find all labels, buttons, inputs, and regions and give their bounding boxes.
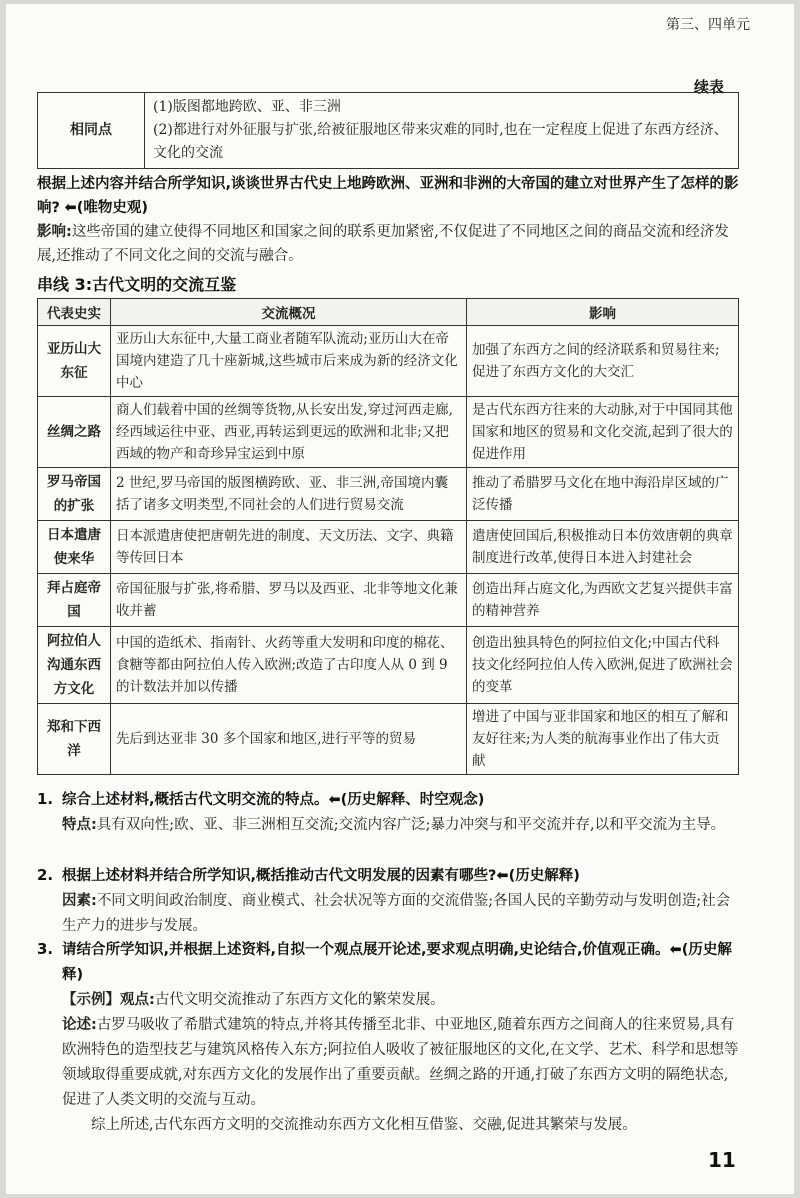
- same-points-label: 相同点: [38, 93, 145, 169]
- arrow-left-icon: ⬅: [496, 868, 509, 884]
- row-impact: 是古代东西方往来的大动脉,对于中国同其他国家和地区的贸易和文化交流,起到了很大的促进作用: [467, 397, 739, 468]
- table-row: [38, 521, 739, 574]
- table-row: [38, 326, 739, 397]
- row-event: 丝绸之路: [38, 397, 111, 468]
- question-2: [62, 864, 742, 939]
- header-event: 代表史实: [38, 299, 111, 326]
- question-2-prompt: 根据上述材料并结合所学知识,概括推动古代文明发展的因素有哪些?⬅(历史解释): [62, 868, 580, 884]
- question-1-number: 1.: [37, 790, 54, 808]
- question-2-number: 2.: [37, 866, 54, 884]
- page-number: 11: [708, 1148, 736, 1172]
- table-row: [38, 468, 739, 521]
- row-event: 阿拉伯人沟通东西方文化: [38, 627, 111, 704]
- arrow-left-icon: ⬅: [669, 942, 682, 958]
- exchange-table: [37, 298, 739, 775]
- same-point-2: (2)都进行对外征服与扩张,给被征服地区带来灾难的同时,也在一定程度上促进了东西方经济、文化的交流: [153, 122, 728, 161]
- table-continued-label: 续表: [694, 78, 725, 96]
- exchange-table-header: [38, 299, 739, 326]
- arrow-left-icon: ⬅: [328, 792, 341, 808]
- row-event: 罗马帝国的扩张: [38, 468, 111, 521]
- row-impact: 创造出独具特色的阿拉伯文化;中国古代科技文化经阿拉伯人传入欧洲,促进了欧洲社会的变革: [467, 627, 739, 704]
- question-3-prompt: 请结合所学知识,并根据上述资料,自拟一个观点展开论述,要求观点明确,史论结合,价值观正确。⬅(历史解释): [62, 942, 732, 983]
- table-row: [38, 704, 739, 775]
- question-1-answer: 特点:具有双向性;欧、亚、非三洲相互交流;交流内容广泛;暴力冲突与和平交流并存,以和平交流为主导。: [62, 817, 726, 833]
- same-point-1: (1)版图都地跨欧、亚、非三洲: [153, 99, 341, 115]
- question-2-answer: 因素:不同文明间政治制度、商业模式、社会状况等方面的交流借鉴;各国人民的辛勤劳动与发明创造;社会生产力的进步与发展。: [62, 893, 731, 934]
- header-impact: 影响: [467, 299, 739, 326]
- row-event: 亚历山大东征: [38, 326, 111, 397]
- row-event: 日本遣唐使来华: [38, 521, 111, 574]
- arrow-left-icon: ⬅: [64, 200, 77, 216]
- table-row: [38, 574, 739, 627]
- row-overview: 日本派遣唐使把唐朝先进的制度、天文历法、文字、典籍等传回日本: [111, 521, 467, 574]
- section-3-title: 串线 3:古代文明的交流互鉴: [37, 275, 237, 294]
- comparison-table: [37, 92, 739, 169]
- influence-text: 这些帝国的建立使得不同地区和国家之间的联系更加紧密,不仅促进了不同地区之间的商品交流和经济发展,还推动了不同文化之间的交流与融合。: [37, 224, 729, 264]
- table-row: [38, 627, 739, 704]
- row-overview: 亚历山大东征中,大量工商业者随军队流动;亚历山大在帝国境内建造了几十座新城,这些城市后来成为新的经济文化中心: [111, 326, 467, 397]
- row-impact: 遣唐使回国后,积极推动日本仿效唐朝的典章制度进行改革,使得日本进入封建社会: [467, 521, 739, 574]
- row-overview: 2 世纪,罗马帝国的版图横跨欧、亚、非三洲,帝国境内囊括了诸多文明类型,不同社会的人们进行贸易交流: [111, 468, 467, 521]
- question-intro-text: 根据上述内容并结合所学知识,谈谈世界古代史上地跨欧洲、亚洲和非洲的大帝国的建立对世界产生了怎样的影响?: [37, 176, 739, 216]
- row-impact: 增进了中国与亚非国家和地区的相互了解和友好往来;为人类的航海事业作出了伟大贡献: [467, 704, 739, 775]
- row-impact: 加强了东西方之间的经济联系和贸易往来;促进了东西方文化的大交汇: [467, 326, 739, 397]
- row-impact: 推动了希腊罗马文化在地中海沿岸区域的广泛传播: [467, 468, 739, 521]
- question-intro: [37, 172, 739, 220]
- question-3-number: 3.: [37, 940, 54, 958]
- question-1-prompt: 综合上述材料,概括古代文明交流的特点。⬅(历史解释、时空观念): [62, 792, 485, 808]
- row-event: 拜占庭帝国: [38, 574, 111, 627]
- influence-label: 影响:: [37, 224, 72, 240]
- row-overview: 中国的造纸术、指南针、火药等重大发明和印度的棉花、食糖等都由阿拉伯人传入欧洲;改造了古印度人从 0 到 9 的计数法并加以传播: [111, 627, 467, 704]
- example-argument: 论述:古罗马吸收了希腊式建筑的特点,并将其传播至北非、中亚地区,随着东西方之间商人的往来贸易,具有欧洲特色的造型技艺与建筑风格传入东方;阿拉伯人吸收了被征服地区的文化,在文学、艺术、科学和思想等领域取得重要成就,对东西方文化的发展作出了重要贡献。丝绸之路的开通,打破了东西方文明的隔绝状态,促进了人类文明的交流与互动。: [62, 1017, 739, 1108]
- table-row: [38, 397, 739, 468]
- influence-answer: [37, 220, 739, 268]
- question-3: [62, 938, 742, 1138]
- same-points-content: [145, 93, 739, 169]
- header-overview: 交流概况: [111, 299, 467, 326]
- row-overview: 先后到达亚非 30 多个国家和地区,进行平等的贸易: [111, 704, 467, 775]
- example-conclusion: 综上所述,古代东西方文明的交流推动东西方文化相互借鉴、交融,促进其繁荣与发展。: [91, 1117, 637, 1133]
- example-view: 【示例】观点:古代文明交流推动了东西方文化的繁荣发展。: [62, 992, 445, 1008]
- row-event: 郑和下西洋: [38, 704, 111, 775]
- question-intro-tag: (唯物史观): [76, 200, 148, 216]
- row-overview: 帝国征服与扩张,将希腊、罗马以及西亚、北非等地文化兼收并蓄: [111, 574, 467, 627]
- unit-header: 第三、四单元: [666, 17, 750, 33]
- row-overview: 商人们载着中国的丝绸等货物,从长安出发,穿过河西走廊,经西域运往中亚、西亚,再转运到更远的欧洲和北非;又把西域的物产和奇珍异宝运到中原: [111, 397, 467, 468]
- row-impact: 创造出拜占庭文化,为西欧文艺复兴提供丰富的精神营养: [467, 574, 739, 627]
- question-1: [62, 788, 742, 838]
